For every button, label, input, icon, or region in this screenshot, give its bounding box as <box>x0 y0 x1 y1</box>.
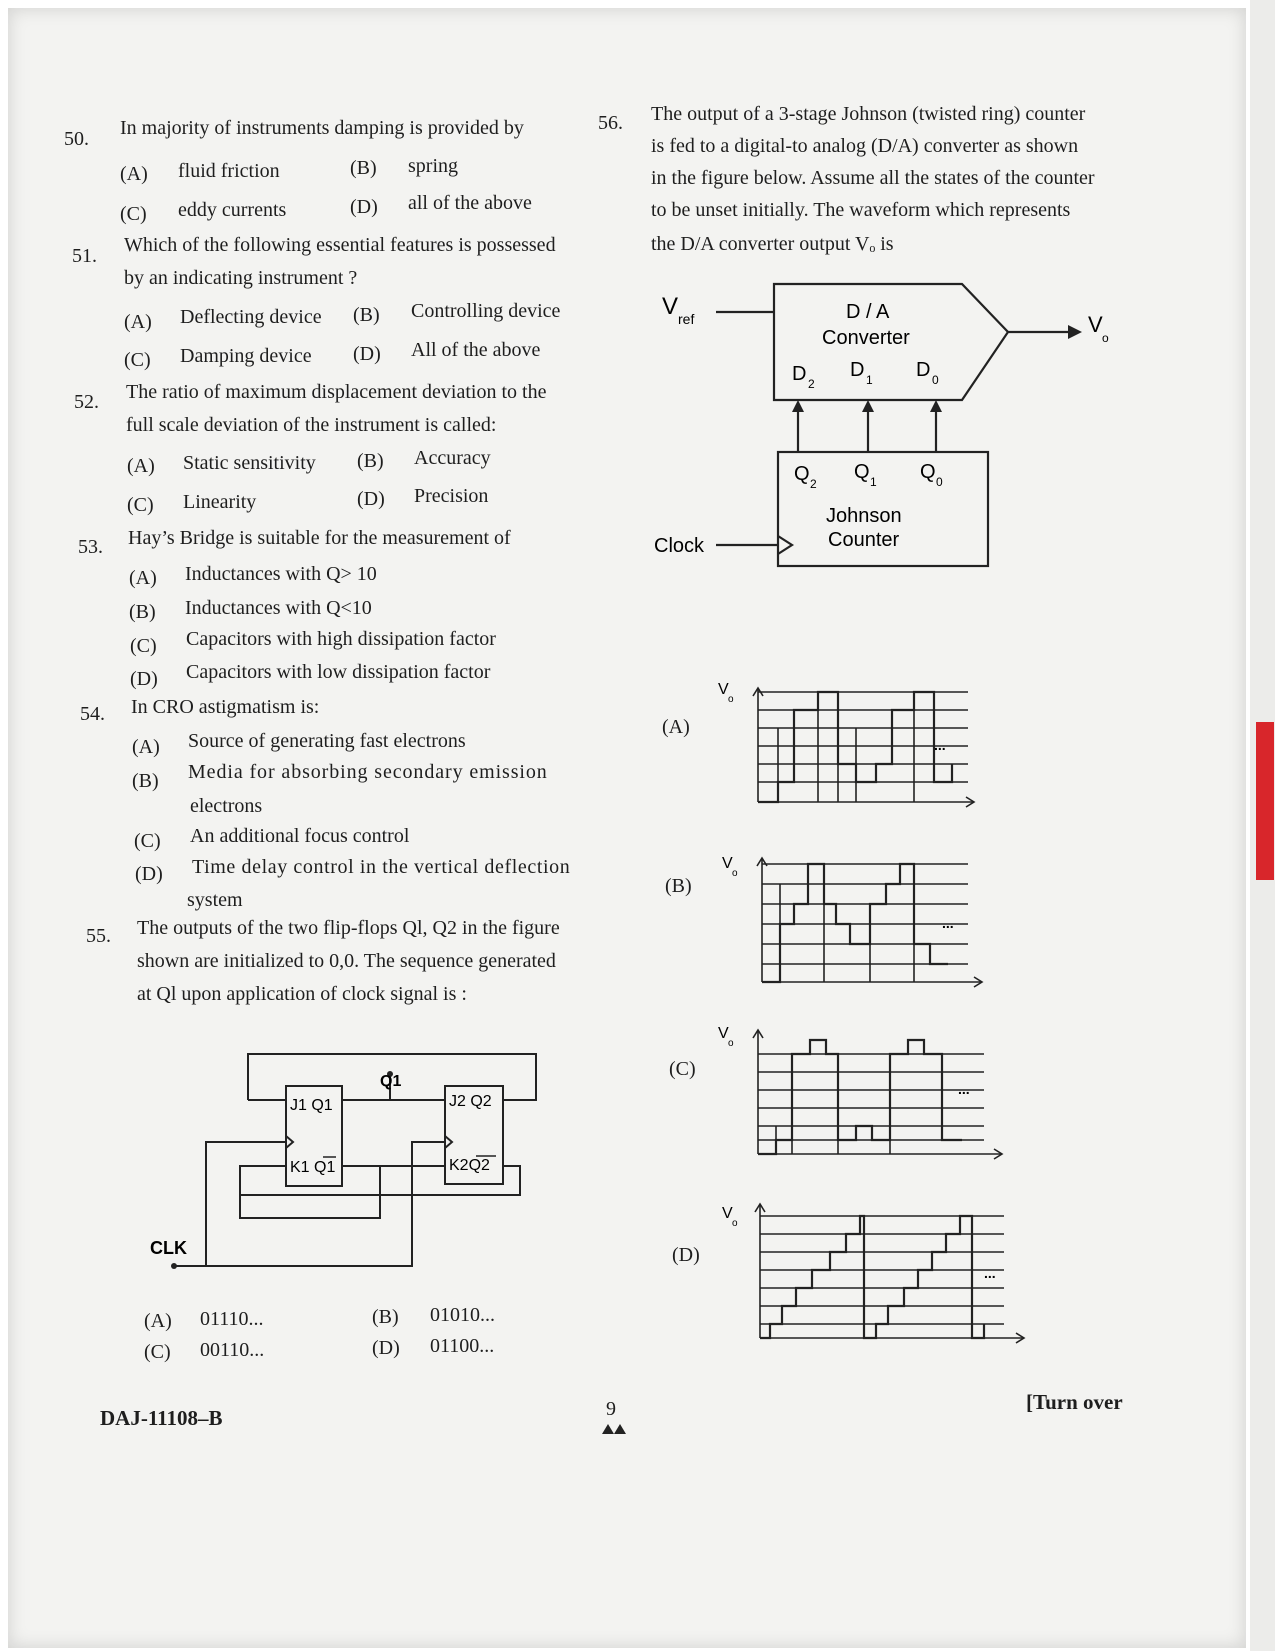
waveform-a-ellipsis: ... <box>934 737 946 753</box>
q55-opt-d-label[interactable]: (D) <box>372 1337 400 1359</box>
waveform-b-axis-label: V <box>722 855 733 872</box>
waveform-d-ellipsis: ... <box>984 1265 996 1281</box>
q53-opt-d-label[interactable]: (D) <box>130 668 158 690</box>
q0-subscript: 0 <box>936 475 943 489</box>
q1-output-label: Q1 <box>380 1073 402 1090</box>
clock-label: Clock <box>654 535 705 557</box>
vo-subscript: o <box>1102 331 1109 345</box>
q52-text-2: full scale deviation of the instrument is called: <box>126 414 497 436</box>
q52-opt-a-label[interactable]: (A) <box>127 455 155 477</box>
q52-opt-d[interactable]: Precision <box>414 485 489 507</box>
vref-label: V <box>662 293 679 320</box>
q2-label: Q <box>794 463 810 485</box>
q52-opt-d-label[interactable]: (D) <box>357 488 385 510</box>
ff1-k1q1-label: K1 Q1 <box>290 1159 336 1176</box>
page-number: 9 <box>606 1398 616 1420</box>
red-tab-marker <box>1256 722 1274 880</box>
q56-number: 56. <box>598 112 623 134</box>
q55-opt-d[interactable]: 01100... <box>430 1335 495 1357</box>
q56-text-5: the D/A converter output Vₒ is <box>651 233 894 255</box>
waveform-d[interactable] <box>720 1196 1030 1346</box>
q50-opt-d[interactable]: all of the above <box>408 192 532 214</box>
q53-opt-a[interactable]: Inductances with Q> 10 <box>185 563 377 585</box>
q54-opt-d[interactable]: Time delay control in the vertical deflection <box>192 856 571 878</box>
waveform-b-axis-sub: o <box>732 868 738 879</box>
counter-label-2: Counter <box>828 529 900 551</box>
q56-opt-a-label[interactable]: (A) <box>662 716 690 738</box>
q52-opt-b[interactable]: Accuracy <box>414 447 491 469</box>
q0-label: Q <box>920 461 936 483</box>
q54-opt-b[interactable]: Media for absorbing secondary emission <box>188 761 548 783</box>
q50-opt-b[interactable]: spring <box>408 155 458 177</box>
vo-output-label: V <box>1088 312 1103 337</box>
d2-subscript: 2 <box>808 377 815 391</box>
q55-opt-a[interactable]: 01110... <box>200 1308 264 1330</box>
q53-opt-b[interactable]: Inductances with Q<10 <box>185 597 372 619</box>
waveform-a-axis-label: V <box>718 681 729 698</box>
q51-text-1: Which of the following essential features is possessed <box>124 234 556 256</box>
waveform-d-axis-sub: o <box>732 1218 738 1229</box>
flipflop-circuit <box>140 1040 560 1280</box>
waveform-b-ellipsis: ... <box>942 915 954 931</box>
q50-opt-b-label[interactable]: (B) <box>350 157 377 179</box>
q54-opt-a[interactable]: Source of generating fast electrons <box>188 730 466 752</box>
q54-opt-c[interactable]: An additional focus control <box>190 825 410 847</box>
q51-opt-b[interactable]: Controlling device <box>411 300 561 322</box>
q50-text: In majority of instruments damping is provided by <box>120 117 524 139</box>
q50-opt-c-label[interactable]: (C) <box>120 203 147 225</box>
q51-opt-d-label[interactable]: (D) <box>353 343 381 365</box>
q53-opt-a-label[interactable]: (A) <box>129 567 157 589</box>
q54-text: In CRO astigmatism is: <box>131 696 320 718</box>
q55-opt-b-label[interactable]: (B) <box>372 1306 399 1328</box>
q53-opt-d[interactable]: Capacitors with low dissipation factor <box>186 661 491 683</box>
q52-opt-c[interactable]: Linearity <box>183 491 257 513</box>
q52-text-1: The ratio of maximum displacement deviation to the <box>126 381 547 403</box>
d1-label: D <box>850 359 865 381</box>
q53-opt-b-label[interactable]: (B) <box>129 601 156 623</box>
q55-opt-c[interactable]: 00110... <box>200 1339 265 1361</box>
ff1-j1q1-label: J1 Q1 <box>290 1097 333 1114</box>
q56-opt-c-label[interactable]: (C) <box>669 1058 696 1080</box>
q51-opt-a-label[interactable]: (A) <box>124 311 152 333</box>
q50-number: 50. <box>64 128 89 150</box>
q53-opt-c[interactable]: Capacitors with high dissipation factor <box>186 628 496 650</box>
q54-opt-b-label[interactable]: (B) <box>132 770 159 792</box>
q55-text-1: The outputs of the two flip-flops Ql, Q2 in the figure <box>137 917 560 939</box>
q54-opt-d-label[interactable]: (D) <box>135 863 163 885</box>
q55-number: 55. <box>86 925 111 947</box>
q55-opt-c-label[interactable]: (C) <box>144 1341 171 1363</box>
q55-text-3: at Ql upon application of clock signal is : <box>137 983 467 1005</box>
q50-opt-c[interactable]: eddy currents <box>178 199 287 221</box>
dac-label-2: Converter <box>822 327 910 349</box>
q55-opt-b[interactable]: 01010... <box>430 1304 495 1326</box>
q1-subscript: 1 <box>870 475 877 489</box>
q50-opt-d-label[interactable]: (D) <box>350 196 378 218</box>
turn-over[interactable]: [Turn over <box>1026 1390 1123 1414</box>
d1-subscript: 1 <box>866 373 873 387</box>
vref-subscript: ref <box>678 311 695 327</box>
q54-number: 54. <box>80 703 105 725</box>
q56-text-2: is fed to a digital-to analog (D/A) converter as shown <box>651 135 1079 157</box>
dac-label-1: D / A <box>846 301 890 323</box>
q51-opt-d[interactable]: All of the above <box>411 339 541 361</box>
d0-label: D <box>916 359 931 381</box>
waveform-c-ellipsis: ... <box>958 1081 970 1097</box>
ff2-k2q2-label: K2Q2 <box>449 1157 490 1174</box>
waveform-d-axis-label: V <box>722 1205 733 1222</box>
q52-number: 52. <box>74 391 99 413</box>
q2-subscript: 2 <box>810 477 817 491</box>
clk-label: CLK <box>150 1238 187 1258</box>
q54-opt-d-cont: system <box>187 889 243 911</box>
q56-opt-d-label[interactable]: (D) <box>672 1244 700 1266</box>
page-code: DAJ-11108–B <box>100 1406 223 1430</box>
q51-opt-b-label[interactable]: (B) <box>353 304 380 326</box>
q54-opt-b-cont: electrons <box>190 795 263 817</box>
q51-opt-c[interactable]: Damping device <box>180 345 312 367</box>
triangle-mark-icon <box>600 1422 630 1436</box>
q1-label: Q <box>854 461 870 483</box>
q51-opt-a[interactable]: Deflecting device <box>180 306 322 328</box>
counter-label-1: Johnson <box>826 505 902 527</box>
waveform-b[interactable] <box>720 850 990 990</box>
d0-subscript: 0 <box>932 373 939 387</box>
q51-text-2: by an indicating instrument ? <box>124 267 358 289</box>
waveform-a-axis-sub: o <box>728 694 734 705</box>
q54-opt-a-label[interactable]: (A) <box>132 736 160 758</box>
q55-text-2: shown are initialized to 0,0. The sequence generated <box>137 950 556 972</box>
q56-text-1: The output of a 3-stage Johnson (twisted ring) counter <box>651 103 1086 125</box>
q56-text-3: in the figure below. Assume all the states of the counter <box>651 167 1095 189</box>
q53-opt-c-label[interactable]: (C) <box>130 635 157 657</box>
q55-opt-a-label[interactable]: (A) <box>144 1310 172 1332</box>
waveform-c-axis-sub: o <box>728 1038 734 1049</box>
q53-number: 53. <box>78 536 103 558</box>
waveform-a[interactable] <box>716 680 986 810</box>
d2-label: D <box>792 363 807 385</box>
q54-opt-c-label[interactable]: (C) <box>134 830 161 852</box>
q51-number: 51. <box>72 245 97 267</box>
q56-text-4: to be unset initially. The waveform which represents <box>651 199 1071 221</box>
q52-opt-b-label[interactable]: (B) <box>357 450 384 472</box>
q50-opt-a-label[interactable]: (A) <box>120 163 148 185</box>
q50-opt-a[interactable]: fluid friction <box>178 160 280 182</box>
q52-opt-c-label[interactable]: (C) <box>127 494 154 516</box>
q52-opt-a[interactable]: Static sensitivity <box>183 452 316 474</box>
q53-text: Hay’s Bridge is suitable for the measurement of <box>128 527 511 549</box>
waveform-c[interactable] <box>716 1022 1006 1162</box>
dac-johnson-diagram <box>640 270 1110 580</box>
ff2-j2q2-label: J2 Q2 <box>449 1093 492 1110</box>
waveform-c-axis-label: V <box>718 1025 729 1042</box>
q51-opt-c-label[interactable]: (C) <box>124 349 151 371</box>
q56-opt-b-label[interactable]: (B) <box>665 875 692 897</box>
